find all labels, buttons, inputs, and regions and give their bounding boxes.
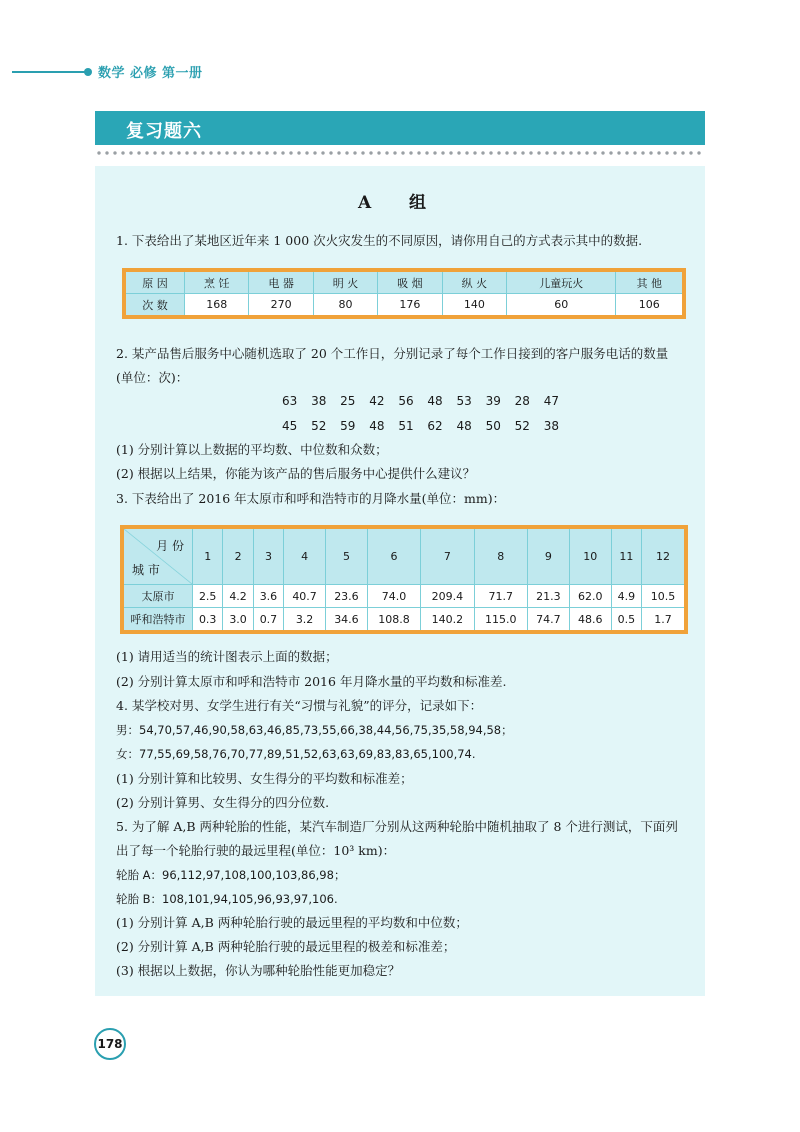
- q2-sub2: (2) 根据以上结果，你能为该产品的售后服务中心提供什么建议？: [116, 466, 476, 481]
- table-cell: 23.6: [326, 585, 368, 608]
- table-cell: 21.3: [527, 585, 569, 608]
- q5-sub3: (3) 根据以上数据，你认为哪种轮胎性能更加稳定？: [116, 963, 401, 978]
- table-row: [122, 608, 686, 633]
- corner-label-month: 月 份: [156, 539, 184, 553]
- header-dot: [84, 68, 92, 76]
- running-title: 数学 必修 第一册: [98, 66, 203, 81]
- table-cell: 烹 饪: [185, 270, 249, 294]
- table-cell: 其 他: [616, 270, 684, 294]
- table-row: [124, 294, 684, 318]
- table-cell: 115.0: [474, 608, 527, 633]
- table-cell: 1: [193, 527, 223, 585]
- table-cell: 106: [616, 294, 684, 318]
- table-cell: 12: [642, 527, 686, 585]
- table-cell: 40.7: [284, 585, 326, 608]
- fire-causes-table: [122, 268, 686, 319]
- page-number: 178: [94, 1028, 126, 1060]
- q5-sub2: (2) 分别计算 A,B 两种轮胎行驶的最远里程的极差和标准差；: [116, 939, 456, 954]
- table-header-row: [124, 270, 684, 294]
- q4-sub2: (2) 分别计算男、女生得分的四分位数.: [116, 795, 330, 810]
- group-title: A 组: [357, 193, 443, 213]
- table-cell: 1.7: [642, 608, 686, 633]
- table-cell: 5: [326, 527, 368, 585]
- q5-tire-a-data: 轮胎 A：96,112,97,108,100,103,86,98；: [116, 868, 346, 882]
- table-header-row: [122, 527, 686, 585]
- table-cell: 电 器: [249, 270, 313, 294]
- table-cell: 108.8: [367, 608, 420, 633]
- table-cell: 纵 火: [442, 270, 506, 294]
- header-rule: [12, 71, 86, 73]
- q2-data-row1: 63 38 25 42 56 48 53 39 28 47: [282, 394, 560, 408]
- table-cell: 3: [253, 527, 283, 585]
- table-cell: 62.0: [569, 585, 611, 608]
- table-cell: 7: [421, 527, 474, 585]
- rainfall-table: [120, 525, 688, 634]
- q2-text-line1: 2. 某产品售后服务中心随机选取了 20 个工作日，分别记录了每个工作日接到的客户服务电话的数量: [116, 346, 669, 361]
- corner-label-city: 城 市: [132, 563, 160, 577]
- table-cell: 9: [527, 527, 569, 585]
- table-cell: 80: [313, 294, 377, 318]
- q3-text: 3. 下表给出了 2016 年太原市和呼和浩特市的月降水量(单位：mm)：: [116, 491, 506, 506]
- q2-data-row2: 45 52 59 48 51 62 48 50 52 38: [282, 419, 560, 433]
- table-cell: 74.0: [367, 585, 420, 608]
- q5-text-line1: 5. 为了解 A,B 两种轮胎的性能，某汽车制造厂分别从这两种轮胎中随机抽取了 8 个进行测试，下面列: [116, 819, 678, 834]
- table-cell: 次 数: [124, 294, 185, 318]
- table-cell: 140.2: [421, 608, 474, 633]
- table-cell: 儿童玩火: [507, 270, 616, 294]
- table-cell: 4.2: [223, 585, 253, 608]
- q5-text-line2: 出了每一个轮胎行驶的最远里程(单位：10³ km)：: [116, 843, 396, 858]
- q4-text: 4. 某学校对男、女学生进行有关“习惯与礼貌”的评分，记录如下：: [116, 698, 483, 713]
- table-cell: 74.7: [527, 608, 569, 633]
- table-cell: 8: [474, 527, 527, 585]
- table-cell: 3.0: [223, 608, 253, 633]
- table-cell: 0.7: [253, 608, 283, 633]
- table-cell: 0.5: [611, 608, 641, 633]
- table-cell: 60: [507, 294, 616, 318]
- q4-female-scores: 女：77,55,69,58,76,70,77,89,51,52,63,63,69,83,83,65,100,74.: [116, 747, 476, 761]
- table-cell: 140: [442, 294, 506, 318]
- table-cell: 明 火: [313, 270, 377, 294]
- q4-sub1: (1) 分别计算和比较男、女生得分的平均数和标准差；: [116, 771, 413, 786]
- table-cell: 176: [378, 294, 442, 318]
- q4-male-scores: 男：54,70,57,46,90,58,63,46,85,73,55,66,38,44,56,75,35,58,94,58；: [116, 723, 513, 737]
- table-cell: 6: [367, 527, 420, 585]
- table-cell: 168: [185, 294, 249, 318]
- table-cell: 48.6: [569, 608, 611, 633]
- q2-sub1: (1) 分别计算以上数据的平均数、中位数和众数；: [116, 442, 388, 457]
- table-cell: 4: [284, 527, 326, 585]
- table-cell: 270: [249, 294, 313, 318]
- table-cell: 10: [569, 527, 611, 585]
- q5-sub1: (1) 分别计算 A,B 两种轮胎行驶的最远里程的平均数和中位数；: [116, 915, 468, 930]
- table-cell: 太原市: [122, 585, 193, 608]
- corner-header-cell: [122, 527, 193, 585]
- dotted-divider: [95, 150, 705, 156]
- table-cell: 吸 烟: [378, 270, 442, 294]
- q1-text: 1. 下表给出了某地区近年来 1 000 次火灾发生的不同原因，请你用自己的方式表示其中的数据.: [116, 233, 643, 248]
- table-cell: 3.2: [284, 608, 326, 633]
- table-cell: 3.6: [253, 585, 283, 608]
- table-cell: 呼和浩特市: [122, 608, 193, 633]
- table-cell: 34.6: [326, 608, 368, 633]
- table-cell: 11: [611, 527, 641, 585]
- table-cell: 4.9: [611, 585, 641, 608]
- section-title: 复习题六: [126, 121, 202, 142]
- table-cell: 71.7: [474, 585, 527, 608]
- q5-tire-b-data: 轮胎 B：108,101,94,105,96,93,97,106.: [116, 892, 338, 906]
- table-cell: 2.5: [193, 585, 223, 608]
- table-cell: 2: [223, 527, 253, 585]
- table-cell: 209.4: [421, 585, 474, 608]
- q3-sub1: (1) 请用适当的统计图表示上面的数据；: [116, 649, 338, 664]
- table-row: [122, 585, 686, 608]
- table-cell: 原 因: [124, 270, 185, 294]
- table-cell: 10.5: [642, 585, 686, 608]
- table-cell: 0.3: [193, 608, 223, 633]
- q3-sub2: (2) 分别计算太原市和呼和浩特市 2016 年月降水量的平均数和标准差.: [116, 674, 507, 689]
- q2-text-line2: (单位：次)：: [116, 370, 189, 385]
